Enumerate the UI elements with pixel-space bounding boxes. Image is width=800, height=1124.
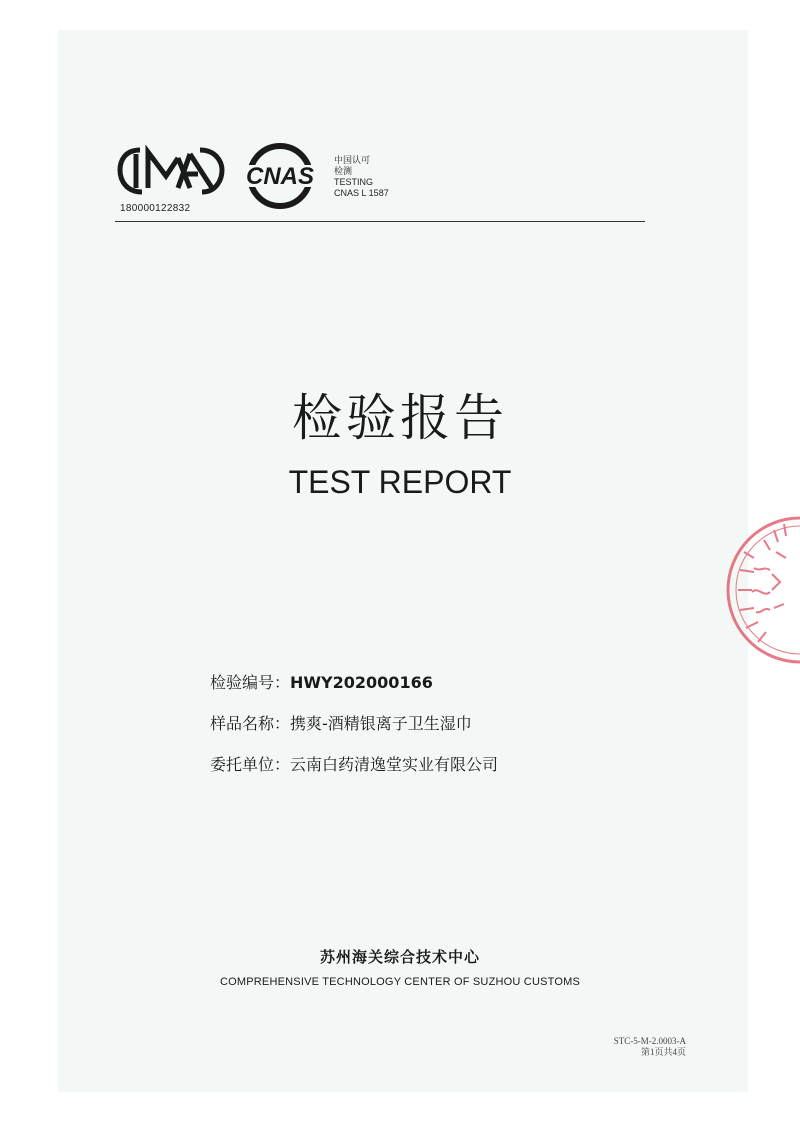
field-label: 检验编号： xyxy=(210,673,291,692)
svg-text:CNAS: CNAS xyxy=(245,163,315,190)
field-value: HWY202000166 xyxy=(290,673,433,692)
cnas-accreditation-text xyxy=(334,155,389,199)
organization-name-cn: 苏州海关综合技术中心 xyxy=(319,948,480,966)
report-title-cn: 检验报告 xyxy=(292,389,508,447)
official-seal-stamp xyxy=(714,512,800,668)
cnas-line-3: TESTING xyxy=(334,177,374,187)
cma-certificate-number: 180000122832 xyxy=(120,203,191,214)
header-divider xyxy=(115,221,645,222)
organization-name-en: COMPREHENSIVE TECHNOLOGY CENTER OF SUZHOU CUSTOMS xyxy=(219,976,580,988)
field-value: 云南白药清逸堂实业有限公司 xyxy=(290,755,499,774)
document-code-number: STC-5-M-2.0003-A xyxy=(613,1036,686,1046)
page-info: 第1页共4页 xyxy=(640,1047,686,1057)
field-client xyxy=(210,752,498,775)
field-label: 委托单位： xyxy=(210,755,291,774)
field-label: 样品名称： xyxy=(210,714,291,733)
cnas-line-4: CNAS L 1587 xyxy=(334,188,389,198)
cma-logo xyxy=(116,140,226,202)
report-title-en: TEST REPORT xyxy=(288,464,512,500)
cnas-line-2: 检测 xyxy=(334,166,353,176)
field-report-number xyxy=(210,670,433,693)
cnas-logo xyxy=(232,143,328,209)
field-value: 携爽-酒精银离子卫生湿巾 xyxy=(290,714,472,733)
cnas-line-1: 中国认可 xyxy=(334,155,371,165)
document-code xyxy=(590,1036,686,1058)
field-sample-name xyxy=(210,711,472,734)
